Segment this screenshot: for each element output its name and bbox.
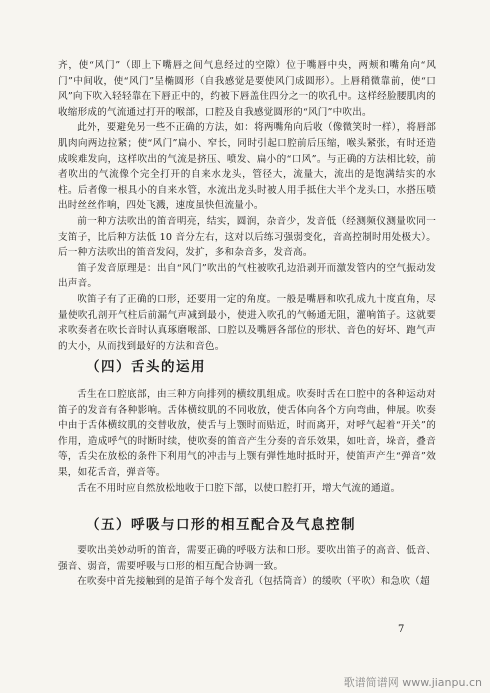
paragraph: 前一种方法吹出的笛音明亮，结实，圆润，杂音少，发音低（经测频仪测量吹同一支笛子，比后种方法低 10 音分左右，这对以后练习强弱变化，音高控制时用处极大）。后一种方法吹出的笛音发闷，发扩，多和杂音多，发音高。 — [58, 215, 436, 259]
paragraph: 笛子发音原理是：出自“风门”吹出的气柱被吹孔边沿剥开而激发管内的空气振动发出声音。 — [58, 262, 436, 290]
section-heading-tongue: （四）舌头的运用 — [86, 359, 206, 375]
section-heading-breath-control: （五）呼吸与口形的相互配合及气息控制 — [86, 517, 356, 533]
site-watermark: 歌谱简谱网 www.jianpu.cn — [343, 676, 482, 689]
text-block-breathing-mouth-shape — [58, 58, 436, 354]
page-number: 7 — [398, 624, 405, 635]
paragraph: 舌生在口腔底部，由三种方向排列的横纹肌组成。吹奏时舌在口腔中的各种运动对笛子的发音有各种影响。舌体横纹肌的不同收放，使舌体向各个方向弯曲，伸展。吹奏中由于舌体横纹肌的交替收放，使舌与上颚时而贴近，时而离开，对呼气起着“开关”的作用，造成呼气的时断时续，使吹奏的笛音产生分奏的音乐效果，如吐音，垛音，叠音等，舌尖在放松的条件下利用气的冲击与上颚有弹性地时抵时开，使笛声产生“弹音”效果，如花舌音，弹音等。 — [58, 389, 436, 478]
paragraph: 吹笛子有了正确的口形，还要用一定的角度。一般是嘴唇和吹孔成九十度直角，尽量使吹孔剖开气柱后前漏气声减到最小，使进入吹孔的气畅通无阻，灌响笛子。这就要求吹奏者在吹长音时认真琢磨喉部、口腔以及嘴唇各部位的形状、音色的好坏、跑气声的大小，从而找到最好的方法和音色。 — [58, 293, 436, 352]
text-block-breath-control — [58, 543, 436, 590]
paragraph: 舌在不用时应自然放松地收于口腔下部，以使口腔打开，增大气流的通道。 — [77, 482, 401, 494]
text-block-tongue — [58, 387, 436, 496]
paragraph-continuation: 齐，使“风门”（即上下嘴唇之间气息经过的空隙）位于嘴唇中央，两颊和嘴角向“风门”中间收，使“风门”呈椭圆形（自我感觉是要使风门成圆形）。上唇稍微靠前，使“口风”向下吹入轻轻靠在下唇正中的，约被下唇盖住四分之一的吹孔中。这样经脸腰肌肉的收缩形成的气流通过打开的喉部，口腔及自我感觉圆形的“风门”中吹出。 — [58, 60, 436, 118]
paragraph: 此外，要避免另一些不正确的方法，如：将两嘴角向后收（像微笑时一样），将唇部肌肉向两边拉紧；使“风门”扁小、窄长，同时引起口腔前后压缩，喉头紧张，有时还造成唉难发向，这样吹出的气流是挤压、喷发、扁小的“口风”。与正确的方法相比较，前者吹出的气流像个完全打开的自来水龙头，管径大，流量大，流出的是饱满结实的水柱。后者像一根具小的自来水管，水流出龙头时被人用手抵住大半个龙头口，水搭压喷出时丝丝作响，四处飞溅，速度虽快但流量小。 — [58, 122, 436, 212]
paragraph: 要吹出美妙动听的笛音，需要正确的呼吸方法和口形。要吹出笛子的高音、低音、强音、弱音，需要呼吸与口形的相互配合协调一致。 — [58, 545, 436, 572]
paragraph: 在吹奏中首先接触到的是笛子每个发音孔（包括筒音）的缓吹（平吹）和急吹（超 — [77, 576, 430, 588]
